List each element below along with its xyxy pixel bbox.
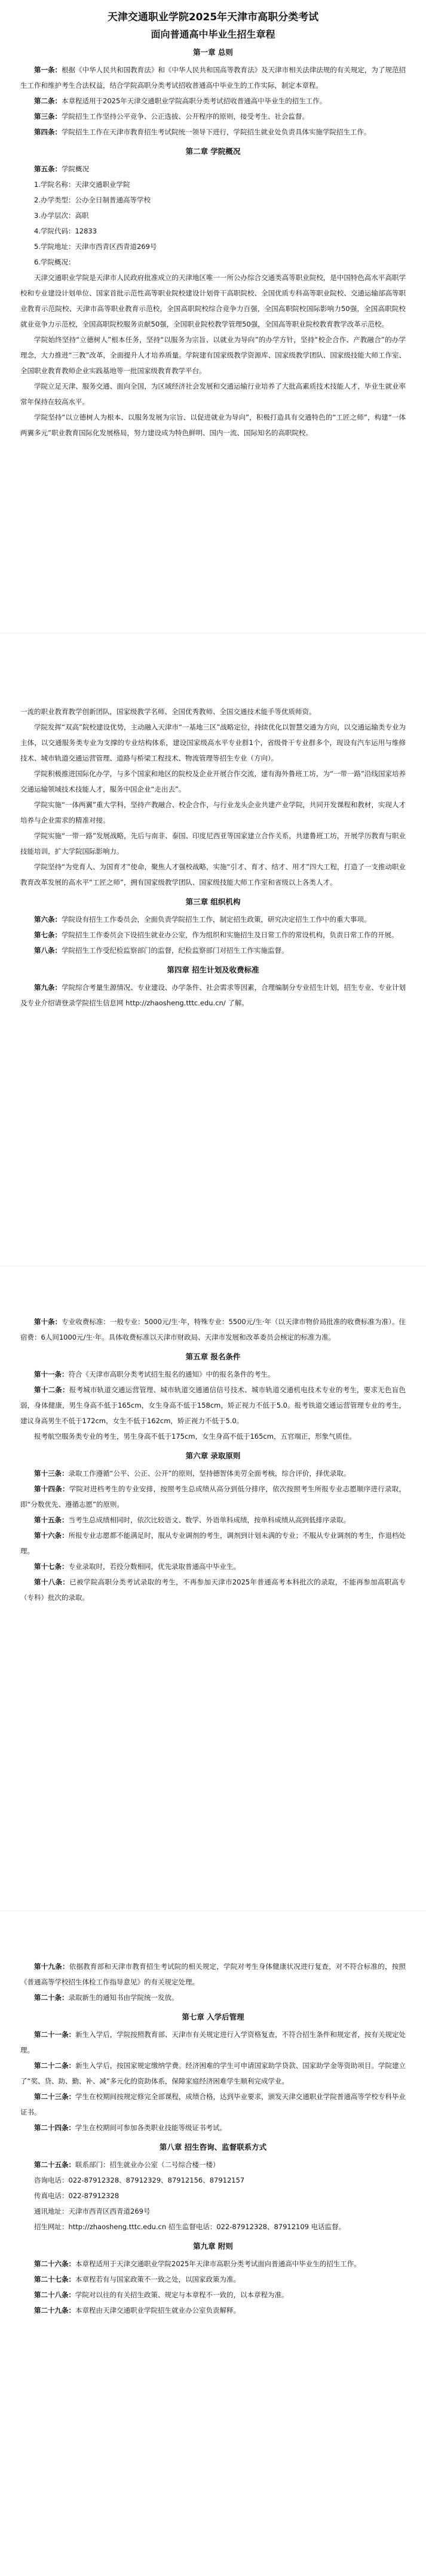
intro-paragraph: 一流的职业教育教学创新团队，国家级教学名师、全国优秀教师、全国交通技术能手等优质师资。: [20, 707, 316, 716]
article-29: 第二十九条：本章程由天津交通职业学院招生就业办公室负责解释。: [34, 2306, 240, 2315]
article-6: 第六条：学院设有招生工作委员会，全面负责学院招生工作，制定招生政策，研究决定招生工作中的重大事项。: [34, 915, 371, 924]
article-21: 第二十一条：新生入学后，学院按照教育部、天津市有关规定进行入学资格复查，不符合招生条件和规定者，按有关规定处理。: [20, 2030, 406, 2054]
intro-paragraph: 学院实施“一带一路”发展战略，先后与南非、泰国、印度尼西亚等国家建立合作关系，共建鲁班工坊，开展学历教育与职业技能培训，扩大学院国际影响力。: [20, 832, 406, 855]
intro-paragraph: 学院始终坚持“立德树人”根本任务，坚持“以服务为宗旨、以就业为导向”的办学方针，坚持“校企合作、产教融合”的办学理念，大力推进“三教”改革，全面提升人才培养质量。学院建有国家级教学资源库、国家级教学团队、国家级技能大师工作室、全国职业教育教师企业实践基地等一批国家级教育教学平台。: [20, 336, 406, 375]
page-title: 天津交通职业学院2025年天津市高职分类考试: [107, 11, 319, 23]
article-19: 第十九条：依据教育部和天津市教育招生考试院的相关规定，学院对考生身体健康状况进行复查，对不符合标准的，按照《普通高等学校招生体检工作指导意见》的有关规定处理。: [20, 1962, 406, 1986]
article-18: 第十八条：已被学院高职分类考试录取的考生，不再参加天津市2025年普通高考本科批次的录取，不能再参加高职高专（专科）批次的录取。: [20, 1578, 406, 1602]
article-14: 第十四条：学院对进档考生的专业安排，按照考生总成绩从高分到低分排序，依次按照考生所报专业志愿顺序进行录取，即“分数优先、遵循志愿”的原则。: [20, 1485, 406, 1509]
page-2: [0, 633, 426, 1266]
article-16: 第十六条：所报专业志愿都不能满足时，服从专业调剂的考生，调剂到计划未满的专业；不服从专业调剂的考生，作退档处理。: [20, 1531, 406, 1555]
page-4: [0, 1910, 426, 2576]
article-20: 第二十条：录取新生的通知书由学院统一发放。: [34, 1993, 179, 2002]
chapter-4-heading: 第四章 招生计划及收费标准: [167, 965, 259, 974]
article-3: 第三条：学院招生工作坚持公平竞争、公正选拔、公开程序的原则，接受考生、社会监督。: [34, 112, 309, 121]
article-28: 第二十八条：学院对以往的有关招生政策、规定与本章程不一致的，以本章程为准。: [34, 2291, 289, 2299]
college-info-list: [20, 177, 406, 270]
article-12-extra: 报考航空服务类专业的考生，男生身高不低于175cm，女生身高不低于165cm，五官端正，形象气质佳。: [34, 1432, 356, 1441]
page-3: [0, 1266, 426, 1910]
article-15: 第十五条：当考生总成绩相同时，依次比较语文、数学、外语单科成绩，按单科成绩从高到低排序录取。: [34, 1516, 350, 1524]
page-1: [0, 0, 426, 633]
article-24: 第二十四条：学生在校期间可参加各类职业技能等级证书考试。: [34, 2123, 226, 2132]
contact-address: 通讯地址：天津市西青区西青道269号: [34, 2207, 151, 2215]
article-17: 第十七条：专业录取时，若投分数相同，优先录取普通高中毕业生。: [34, 1562, 240, 1571]
intro-paragraph: 学院立足天津、服务交通、面向全国，为区域经济社会发展和交通运输行业培养了大批高素质技术技能人才，毕业生就业率常年保持在较高水平。: [20, 382, 406, 406]
article-2: 第二条：本章程适用于2025年天津交通职业学院高职分类考试招收普通高中毕业生的招生工作。: [34, 97, 327, 105]
chapter-7-heading: 第七章 入学后管理: [182, 2012, 244, 2021]
chapter-1-heading: 第一章 总则: [193, 48, 233, 57]
article-23: 第二十三条：学生在校期间按规定修完全部课程，成绩合格，达到毕业要求，颁发天津交通职业学院普通高等学校专科毕业证书。: [20, 2092, 406, 2116]
intro-paragraph: 学院实施“一体两翼”重大学科，坚持产教融合、校企合作，与行业龙头企业共建产业学院，共同开发课程和教材，实现人才培养与企业需求的精准对接。: [20, 801, 406, 824]
contact-fax: 传真电话：022-87912328: [34, 2192, 119, 2200]
intro-paragraph: 学院发挥“双高”院校建设优势，主动融入天津市“一基地三区”战略定位，持续优化以智慧交通为方向，以交通运输类专业为主体，以交通服务类专业为支撑的专业结构体系，建设国家级高水平专业群1个，省级骨干专业群多个，现设有汽车运用与维修技术、城市轨道交通运营管理、道路与桥梁工程技术、物流管理等招生专业（方向）。: [20, 723, 406, 762]
info-item: 4.学院代码：12833: [34, 227, 97, 235]
contact-website: 招生网址：http://zhaosheng.tttc.edu.cn 招生监督电话：022-87912328、87912109 电话监督。: [34, 2223, 346, 2231]
article-13: 第十三条：录取工作遵循“公平、公正、公开”的原则，坚持德智体美劳全面考核，综合评价，择优录取。: [34, 1469, 351, 1478]
article-22: 第二十二条：新生入学后，按国家规定缴纳学费。经济困难的学生可申请国家助学贷款、国家助学金等资助项目。学院建立了“奖、贷、助、勤、补、减”多元化的资助体系，保障家庭经济困难学生顺利完成学业。: [20, 2061, 406, 2085]
chapter-9-heading: 第九章 附则: [193, 2242, 233, 2251]
chapter-5-heading: 第五章 报名条件: [185, 1352, 241, 1361]
info-item: 2.办学类型：公办全日制普通高等学校: [34, 196, 151, 204]
info-item: 1.学院名称：天津交通职业学院: [34, 180, 130, 189]
intro-paragraph: 学院坚持“以立德树人为根本、以服务发展为宗旨、以促进就业为导向”，积极打造具有交通特色的“工匠之师”，构建“一体两翼多元”职业教育国际化发展格局，努力建设成为特色鲜明、国内一流、国际知名的高职院校。: [20, 413, 406, 437]
article-7: 第七条：学院招生工作委员会下设招生就业办公室，作为组织和实施招生及日常工作的常设机构，负责日常工作的开展。: [34, 931, 399, 939]
article-9: 第九条：学院综合考量生源情况、专业建设、办学条件、社会需求等因素，合理编制分专业招生计划，招生专业、专业计划及专业介绍请登录学院招生信息网 http://zhaosheng.tttc.edu.cn/ 了解。: [20, 983, 406, 1007]
page-subtitle: 面向普通高中毕业生招生章程: [151, 29, 275, 40]
contact-phone: 咨询电话：022-87912328、87912329、87912156、87912157: [34, 2176, 245, 2184]
chapter-6-heading: 第六章 录取原则: [185, 1451, 241, 1460]
article-25: 第二十五条：联系部门：招生就业办公室（二号综合楼一楼）: [34, 2160, 220, 2169]
article-4: 第四条：学院招生工作在天津市教育招生考试院统一领导下进行，学院招生就业处负责具体实施学院招生工作。: [34, 128, 371, 136]
chapter-8-heading: 第八章 招生咨询、监督联系方式: [159, 2143, 267, 2152]
intro-paragraph: 天津交通职业学院是天津市人民政府批准成立的天津地区唯一一所公办综合交通类高等职业院校，是中国特色高水平高职学校和专业建设计划单位、国家首批示范性高等职业院校建设计划骨干高职院校、全国优质专科高等职业院校、交通运输部高等职业教育示范院校、天津市高等职业教育示范校，全国高职院校综合竞争力百强，全国高职院校国际影响力50强，全国高职院校就业竞争力示范校，全国高职院校服务贡献50强，全国职业院校教学管理50强，全国高等职业院校教育教学改革示范校。: [20, 273, 406, 328]
info-item: 6.学院概况：: [34, 258, 75, 266]
article-11: 第十一条：符合《天津市高职分类考试招生报名的通知》中的报名条件的考生。: [34, 1370, 275, 1378]
chapter-2-heading: 第二章 学院概况: [185, 147, 241, 156]
intro-paragraph: 学院坚持“为党育人、为国育才”使命，聚焦人才强校战略，实施“引才、育才、结才、用才”四大工程，打造了一支推动职业教育改革发展的高水平“工匠之师”，拥有国家级教学团队、国家级技能大师工作室和省级以上各类人才。: [20, 863, 406, 887]
article-10: 第十条：专业收费标准：一般专业：5000元/生·年，特殊专业：5500元/生·年（以天津市物价局批准的收费标准为准）。住宿费：6人间1000元/生·年。具体收费标准以天津市财政局、天津市发展和改革委员会核定的标准为准。: [20, 1318, 406, 1341]
chapter-3-heading: 第三章 组织机构: [185, 897, 241, 906]
info-item: 5.学院地址：天津市西青区西青道269号: [34, 242, 157, 251]
article-5: 第五条：学院概况: [34, 165, 89, 173]
intro-paragraph: 学院积极推进国际化办学，与多个国家和地区的院校及企业开展合作交流，建有海外鲁班工坊，为“一带一路”沿线国家培养交通运输领域技术技能人才，服务中国企业“走出去”。: [20, 770, 406, 793]
info-item: 3.办学层次：高职: [34, 211, 89, 220]
article-26: 第二十六条：本章程适用于天津交通职业学院2025年天津市高职分类考试面向普通高中毕业生的招生工作。: [34, 2260, 361, 2268]
article-27: 第二十七条：本章程若有与国家政策不一致之处，以国家政策为准。: [34, 2275, 240, 2283]
article-1: 第一条：根据《中华人民共和国教育法》和《中华人民共和国高等教育法》及天津市相关法律法规的有关规定，为了规范招生工作和维护考生合法权益，结合学院高职分类考试招收普通高中毕业生的工作实际，制定本章程。: [20, 66, 406, 90]
article-8: 第八条：学院招生工作受纪检监察部门的监督，纪检监察部门对招生工作实施监督。: [34, 946, 289, 955]
article-12: 第十二条：报考城市轨道交通运营管理、城市轨道交通通信信号技术、城市轨道交通机电技术专业的考生，要求无色盲色弱，身体健康，男生身高不低于165cm，女生身高不低于158cm，矫正视力不低于5.0。报考铁道交通运营管理专业的考生，建议身高男生不低于172cm，女生不低于162cm，矫正视力不低于5.0。: [20, 1386, 406, 1425]
